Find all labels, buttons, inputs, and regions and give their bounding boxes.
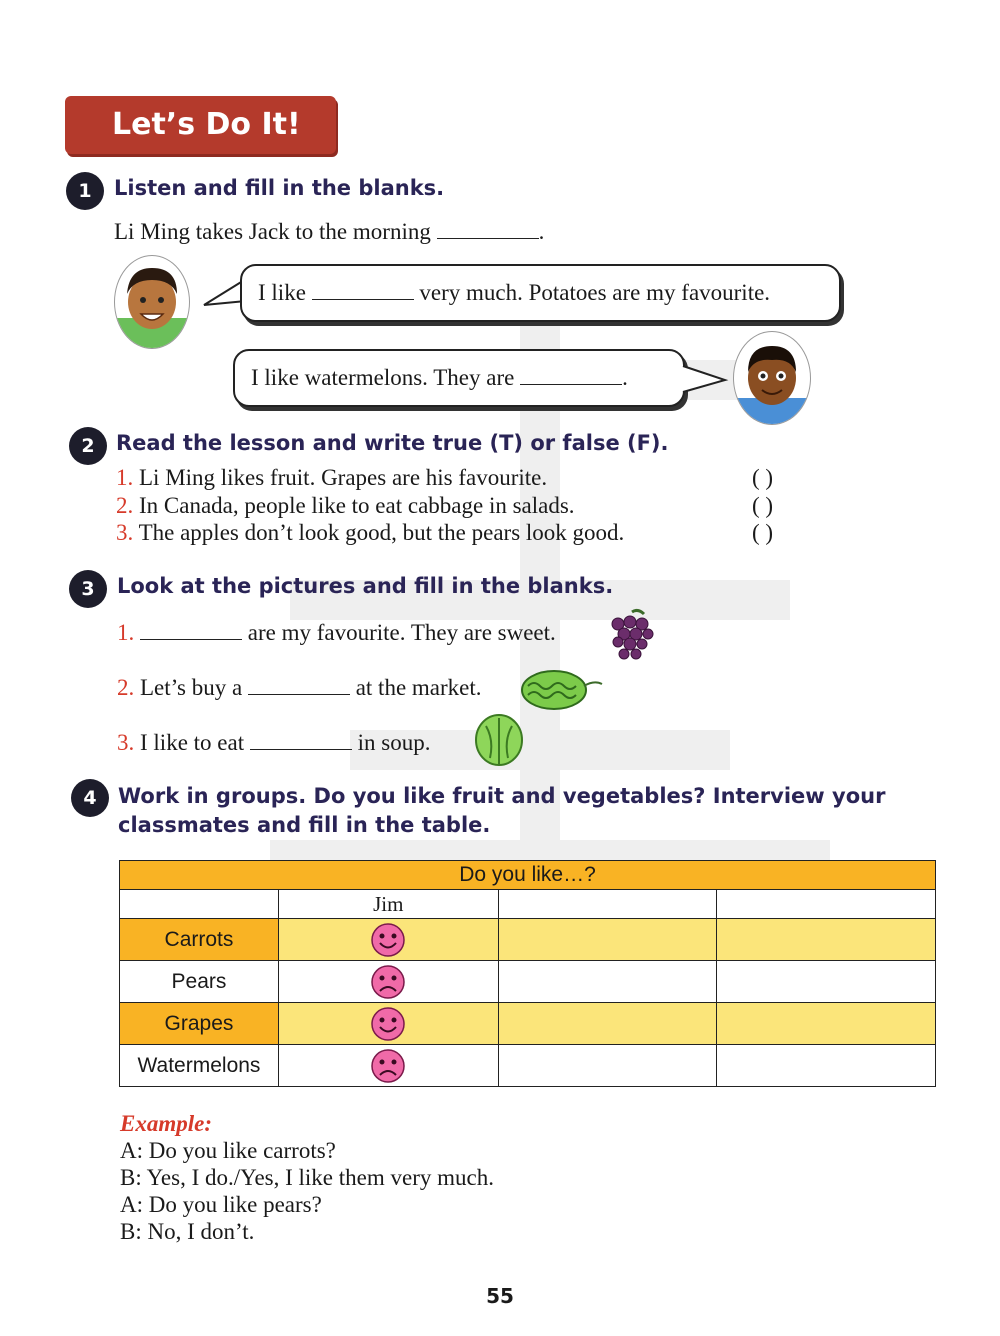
item-text: Li Ming likes fruit. Grapes are his favourite. [139, 465, 548, 490]
table-cell[interactable] [717, 1003, 936, 1045]
example-block [120, 1110, 494, 1245]
bubble-2-post: . [622, 365, 628, 390]
answer-parens[interactable]: ( ) [752, 493, 774, 518]
example-label: Example: [120, 1111, 212, 1136]
item-text: are my favourite. They are sweet. [247, 620, 556, 645]
item-text: at the market. [355, 675, 482, 700]
table-header-jim: Jim [278, 890, 498, 919]
grapes-icon [604, 606, 654, 664]
section-2-heading: Read the lesson and write true (T) or false (F). [116, 431, 669, 455]
table-cell[interactable] [498, 1003, 717, 1045]
lets-do-it-banner: Let’s Do It! [65, 96, 336, 154]
item-number: 2. [117, 675, 135, 700]
item-number: 2. [116, 493, 134, 518]
table-cell[interactable] [498, 961, 717, 1003]
speech-bubble-2 [233, 349, 685, 407]
section-2-number: 2 [69, 427, 107, 465]
row-label: Watermelons [120, 1045, 279, 1087]
table-title: Do you like…? [120, 861, 936, 890]
watermelon-icon [520, 668, 604, 712]
section-4-number: 4 [71, 779, 109, 817]
bubble-1-pre: I like [258, 280, 306, 305]
item-number: 3. [117, 730, 135, 755]
row-label: Grapes [120, 1003, 279, 1045]
table-cell [278, 1045, 498, 1087]
answer-parens[interactable]: ( ) [752, 465, 774, 490]
table-cell [278, 961, 498, 1003]
smiley-happy-icon [370, 922, 406, 958]
s1-intro-pre: Li Ming takes Jack to the morning [114, 219, 431, 244]
s2-item [116, 520, 624, 546]
table-cell[interactable] [717, 919, 936, 961]
example-line: B: No, I don’t. [120, 1219, 255, 1244]
table-row [120, 961, 936, 1003]
section-1-heading: Listen and fill in the blanks. [114, 176, 445, 200]
bubble-2-tail [681, 362, 731, 398]
table-row [120, 919, 936, 961]
section-3-number: 3 [69, 570, 107, 608]
interview-table [119, 860, 936, 1087]
section-4-heading-line1: Work in groups. Do you like fruit and vegetables? Interview your [118, 784, 886, 808]
table-row [120, 1003, 936, 1045]
table-cell[interactable] [498, 1045, 717, 1087]
row-label: Pears [120, 961, 279, 1003]
s2-item [116, 493, 575, 519]
s1-intro-post: . [538, 219, 545, 244]
table-header-cell[interactable] [498, 890, 717, 919]
table-cell [278, 1003, 498, 1045]
smiley-sad-icon [370, 1048, 406, 1084]
section-1-number: 1 [66, 172, 104, 210]
s1-intro-sentence [114, 219, 544, 245]
boy-face-icon [733, 331, 811, 425]
s3-item [117, 730, 430, 756]
item-text: I like to eat [140, 730, 245, 755]
s2-item [116, 465, 547, 491]
example-line: B: Yes, I do./Yes, I like them very much. [120, 1165, 494, 1190]
answer-blank[interactable] [250, 731, 352, 750]
speech-bubble-1 [240, 264, 841, 322]
item-text: in soup. [357, 730, 431, 755]
table-header-cell[interactable] [717, 890, 936, 919]
section-3-heading: Look at the pictures and fill in the blanks. [117, 574, 614, 598]
answer-blank[interactable] [140, 621, 242, 640]
s3-item [117, 620, 556, 646]
row-label: Carrots [120, 919, 279, 961]
table-cell[interactable] [717, 1045, 936, 1087]
bubble-2-pre: I like watermelons. They are [251, 365, 515, 390]
table-title-row [120, 861, 936, 890]
table-header-cell [120, 890, 279, 919]
smiley-sad-icon [370, 964, 406, 1000]
boy-face-icon [114, 255, 190, 349]
item-number: 1. [116, 465, 134, 490]
table-cell[interactable] [717, 961, 936, 1003]
item-number: 1. [117, 620, 135, 645]
smiley-happy-icon [370, 1006, 406, 1042]
s3-item [117, 675, 482, 701]
answer-blank[interactable] [437, 220, 539, 239]
item-number: 3. [116, 520, 134, 545]
section-4-heading-line2: classmates and fill in the table. [118, 813, 491, 837]
item-text: The apples don’t look good, but the pears look good. [138, 520, 625, 545]
example-line: A: Do you like pears? [120, 1192, 322, 1217]
item-text: In Canada, people like to eat cabbage in salads. [139, 493, 575, 518]
table-header-row [120, 890, 936, 919]
answer-blank[interactable] [248, 676, 350, 695]
table-cell [278, 919, 498, 961]
table-cell[interactable] [498, 919, 717, 961]
page-number: 55 [486, 1284, 514, 1308]
bubble-1-post: very much. Potatoes are my favourite. [419, 280, 771, 305]
answer-parens[interactable]: ( ) [752, 520, 774, 545]
answer-blank[interactable] [312, 281, 414, 300]
item-text: Let’s buy a [140, 675, 243, 700]
cabbage-icon [472, 710, 526, 768]
answer-blank[interactable] [520, 366, 622, 385]
example-line: A: Do you like carrots? [120, 1138, 336, 1163]
table-row [120, 1045, 936, 1087]
